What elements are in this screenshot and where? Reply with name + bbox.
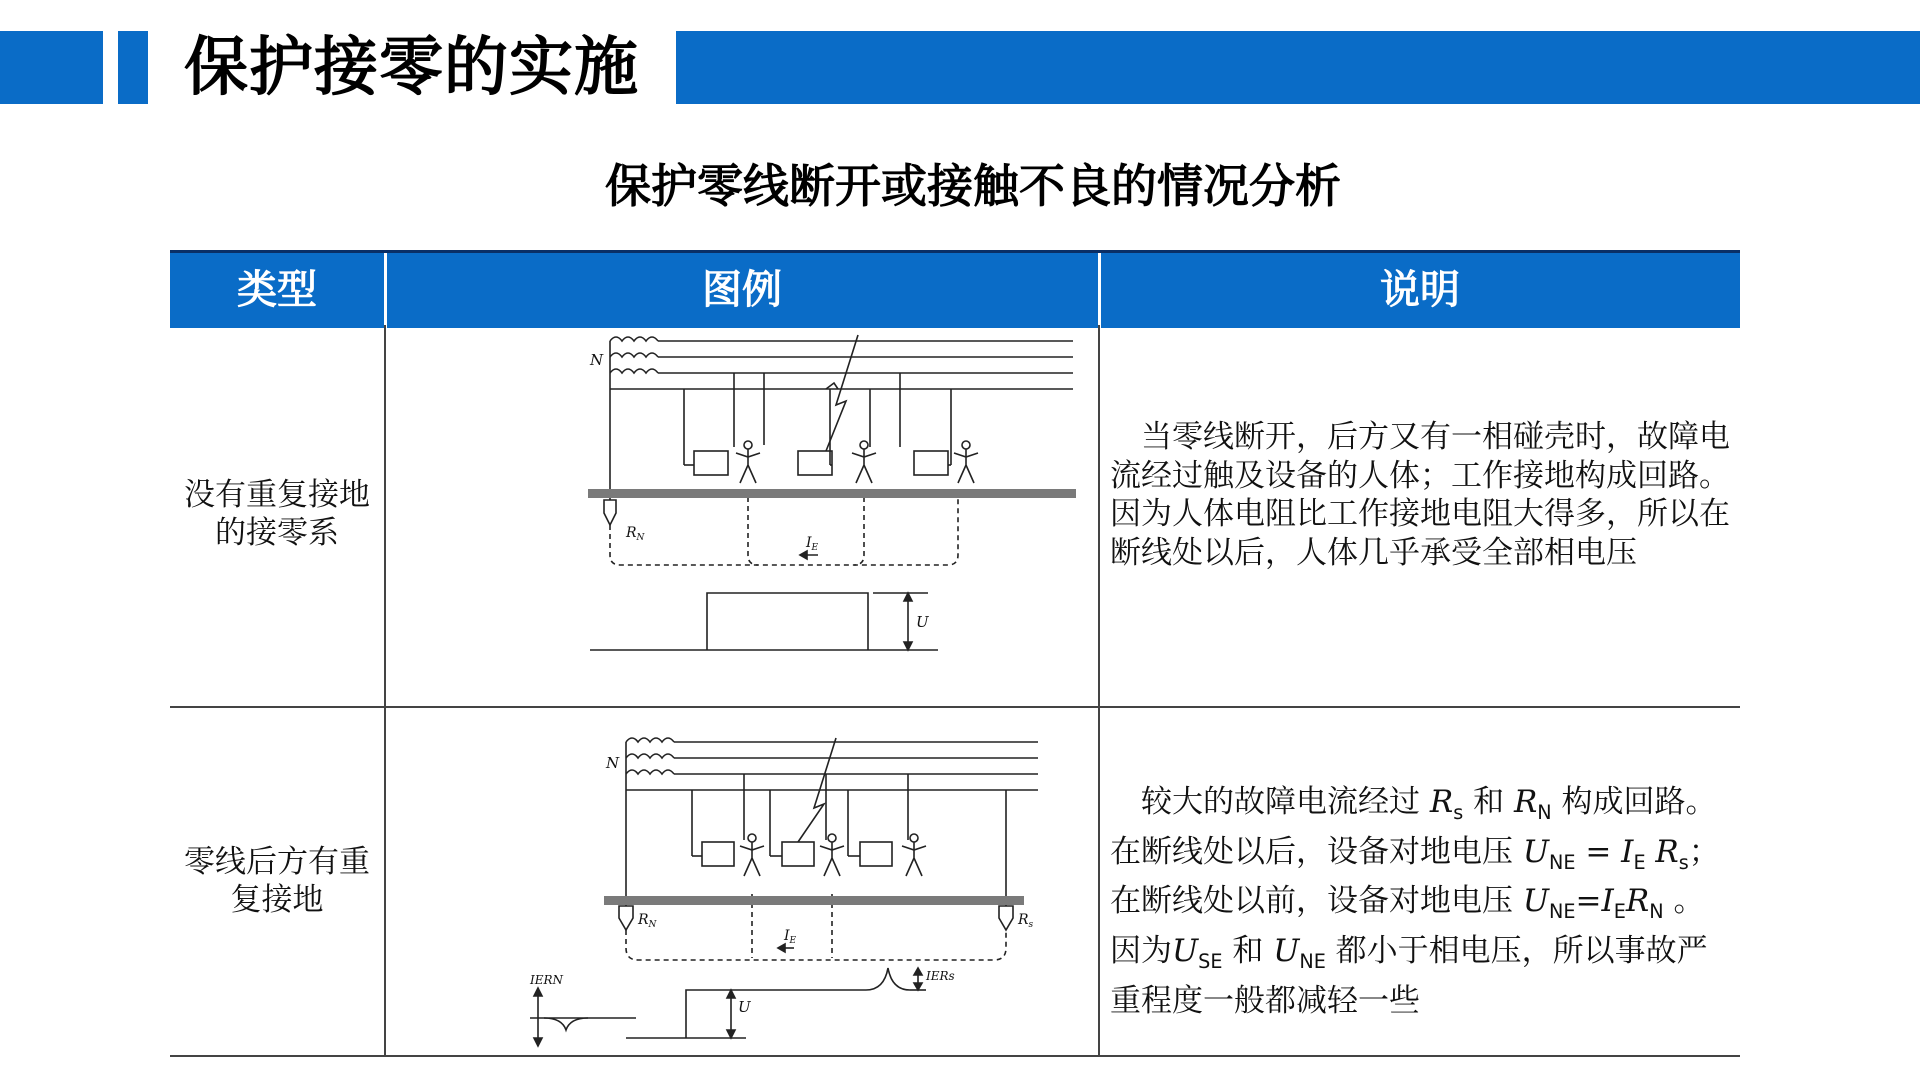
rn-label: $R_N$ [626, 525, 645, 543]
ie-rn-label: IERN [530, 973, 564, 987]
header-bar-right [676, 31, 1920, 104]
ie-label: $I_E$ [784, 928, 797, 946]
ground-band [588, 489, 948, 498]
rn-label: $R_N$ [638, 912, 657, 930]
voltage-label: U [738, 998, 751, 1016]
analysis-table [170, 250, 1740, 1057]
row2-figure-circuit [526, 728, 1096, 1062]
table-header-row [170, 250, 1740, 328]
neutral-label: N [606, 754, 620, 772]
row1-figure-circuit [568, 325, 1108, 699]
neutral-label: N [590, 351, 604, 369]
column-header-figure: 图例 [702, 267, 782, 313]
row2-type: 零线后方有重复接地 [184, 844, 370, 918]
ground-band [604, 896, 1024, 905]
row1-description: 当零线断开，后方又有一相碰壳时，故障电流经过触及设备的人体；工作接地构成回路。因为人体电阻比工作接地电阻大得多，所以在断线处以后，人体几乎承受全部相电压 [1110, 419, 1730, 571]
row-divider [170, 706, 1740, 708]
ie-label: $I_E$ [806, 535, 819, 553]
circuit-diagram-repeat-ground [526, 728, 1096, 1058]
header-bar-left [0, 31, 103, 104]
ie-rs-label: IERs [926, 969, 955, 983]
column-divider [384, 325, 386, 1057]
voltage-label: U [916, 613, 929, 631]
row2-description: 较大的故障电流经过 $R_s$ 和 $R_N$ 构成回路。 在断线处以后，设备对地电压 $U_{NE} = I_E$ $R_s$； 在断线处以前，设备对地电压 $U_{NE}=I_ER_N$ 。 因为$U_{SE}$ 和 $U_{NE}$ 都小于相电压，所以事故严 重程度一般都减轻一些 [1110, 784, 1720, 1019]
column-header-type: 类型 [237, 267, 317, 313]
column-header-description: 说明 [1380, 267, 1460, 313]
row1-type: 没有重复接地的接零系 [184, 477, 370, 551]
rs-label: $R_s$ [1018, 912, 1034, 930]
page-title: 保护接零的实施 [184, 31, 639, 105]
circuit-diagram-no-repeat-ground [568, 325, 1108, 695]
section-subtitle: 保护零线断开或接触不良的情况分析 [605, 159, 1341, 213]
header-bar-accent [118, 31, 148, 104]
ground-band [948, 489, 1076, 498]
